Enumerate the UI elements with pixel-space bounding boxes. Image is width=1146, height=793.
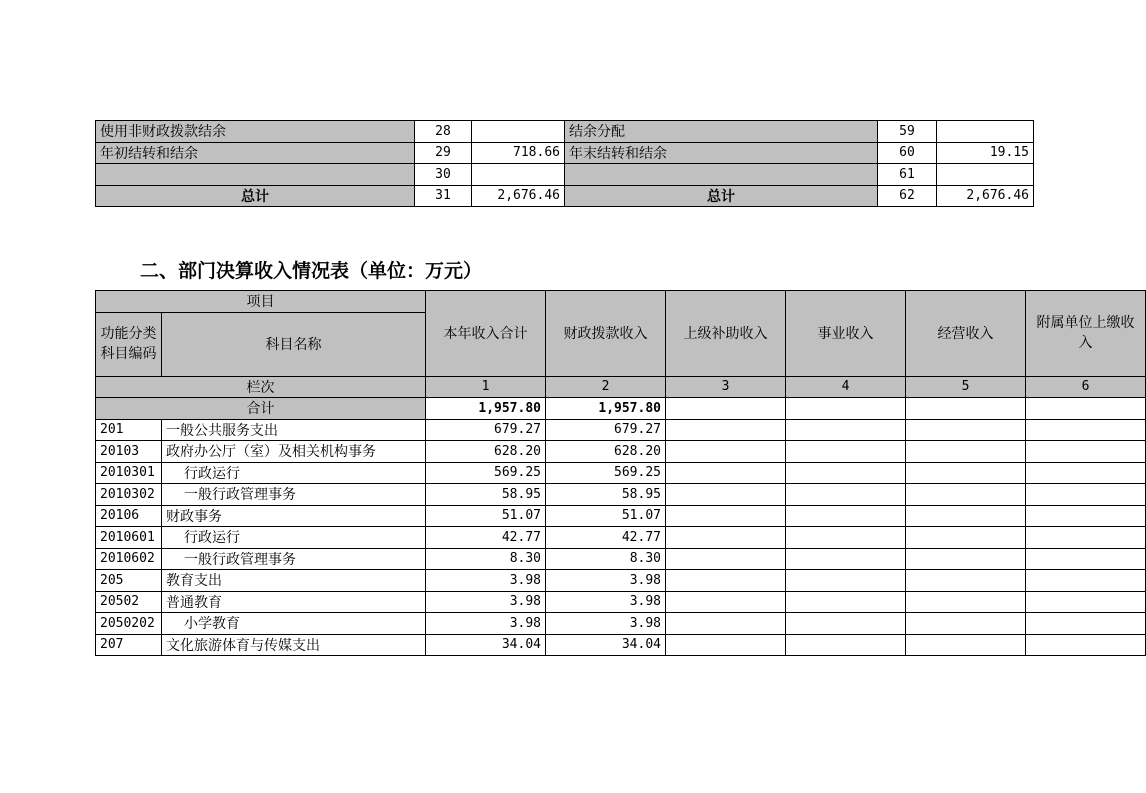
right-label: 年末结转和结余 [565, 142, 878, 164]
empty-cell [666, 548, 786, 570]
empty-cell [786, 462, 906, 484]
income-total: 3.98 [426, 613, 546, 635]
fiscal-income: 569.25 [546, 462, 666, 484]
empty-cell [666, 441, 786, 463]
empty-cell [786, 591, 906, 613]
subject-name: 一般行政管理事务 [162, 484, 426, 506]
subject-name: 财政事务 [162, 505, 426, 527]
total-label: 合计 [96, 398, 426, 420]
subject-name: 行政运行 [162, 527, 426, 549]
table-row [96, 527, 1146, 549]
left-value [472, 121, 565, 143]
right-value: 19.15 [937, 142, 1034, 164]
col-header-6: 附属单位上缴收入 [1026, 291, 1146, 377]
total-value-6 [1026, 398, 1146, 420]
empty-cell [666, 613, 786, 635]
right-value [937, 164, 1034, 186]
right-label [565, 164, 878, 186]
empty-cell [906, 441, 1026, 463]
subject-code: 20103 [96, 441, 162, 463]
empty-cell [666, 484, 786, 506]
col-number-4: 4 [786, 376, 906, 398]
income-total: 51.07 [426, 505, 546, 527]
subject-name: 教育支出 [162, 570, 426, 592]
table-row [96, 613, 1146, 635]
income-total: 42.77 [426, 527, 546, 549]
subject-name: 普通教育 [162, 591, 426, 613]
income-table [95, 290, 1146, 656]
name-col-header: 科目名称 [162, 312, 426, 376]
table-row [96, 591, 1146, 613]
empty-cell [786, 634, 906, 656]
subject-name: 小学教育 [162, 613, 426, 635]
empty-cell [786, 484, 906, 506]
empty-cell [666, 505, 786, 527]
total-value-2: 1,957.80 [546, 398, 666, 420]
col-number-3: 3 [666, 376, 786, 398]
subject-code: 205 [96, 570, 162, 592]
empty-cell [906, 591, 1026, 613]
subject-name: 一般公共服务支出 [162, 419, 426, 441]
left-total-value: 2,676.46 [472, 185, 565, 207]
empty-cell [1026, 505, 1146, 527]
row-no-label: 栏次 [96, 376, 426, 398]
empty-cell [786, 570, 906, 592]
fiscal-income: 679.27 [546, 419, 666, 441]
col-header-5: 经营收入 [906, 291, 1026, 377]
right-total-label: 总计 [565, 185, 878, 207]
table-row [96, 419, 1146, 441]
empty-cell [786, 441, 906, 463]
total-value-3 [666, 398, 786, 420]
col-number-2: 2 [546, 376, 666, 398]
empty-cell [666, 591, 786, 613]
right-total-no: 62 [878, 185, 937, 207]
right-label: 结余分配 [565, 121, 878, 143]
fiscal-income: 51.07 [546, 505, 666, 527]
empty-cell [906, 419, 1026, 441]
table-row [96, 121, 1034, 143]
empty-cell [786, 527, 906, 549]
income-total: 58.95 [426, 484, 546, 506]
col-number-1: 1 [426, 376, 546, 398]
total-row [96, 185, 1034, 207]
table-row [96, 548, 1146, 570]
budget-summary-body [96, 121, 1034, 207]
empty-cell [1026, 570, 1146, 592]
income-total: 628.20 [426, 441, 546, 463]
col-header-4: 事业收入 [786, 291, 906, 377]
subject-name: 政府办公厅（室）及相关机构事务 [162, 441, 426, 463]
income-total: 679.27 [426, 419, 546, 441]
empty-cell [666, 634, 786, 656]
left-value [472, 164, 565, 186]
col-header-2: 财政拨款收入 [546, 291, 666, 377]
fiscal-income: 3.98 [546, 613, 666, 635]
right-row-no: 61 [878, 164, 937, 186]
empty-cell [906, 570, 1026, 592]
subject-code: 201 [96, 419, 162, 441]
left-value: 718.66 [472, 142, 565, 164]
empty-cell [666, 570, 786, 592]
empty-cell [906, 505, 1026, 527]
fiscal-income: 628.20 [546, 441, 666, 463]
left-total-no: 31 [415, 185, 472, 207]
empty-cell [1026, 484, 1146, 506]
table-row [96, 441, 1146, 463]
fiscal-income: 3.98 [546, 591, 666, 613]
section-title: 二、部门决算收入情况表（单位：万元） [140, 260, 483, 282]
project-header: 项目 [96, 291, 426, 313]
fiscal-income: 58.95 [546, 484, 666, 506]
empty-cell [666, 462, 786, 484]
empty-cell [906, 527, 1026, 549]
left-total-label: 总计 [96, 185, 415, 207]
empty-cell [1026, 441, 1146, 463]
empty-cell [906, 462, 1026, 484]
empty-cell [786, 419, 906, 441]
empty-cell [1026, 527, 1146, 549]
left-row-no: 29 [415, 142, 472, 164]
fiscal-income: 42.77 [546, 527, 666, 549]
table-row [96, 484, 1146, 506]
empty-cell [666, 527, 786, 549]
empty-cell [1026, 462, 1146, 484]
left-label: 年初结转和结余 [96, 142, 415, 164]
income-table-body [96, 419, 1146, 656]
empty-cell [906, 484, 1026, 506]
empty-cell [1026, 419, 1146, 441]
income-table-header [96, 291, 1146, 420]
table-row [96, 634, 1146, 656]
table-row [96, 570, 1146, 592]
empty-cell [906, 548, 1026, 570]
empty-cell [1026, 613, 1146, 635]
subject-name: 行政运行 [162, 462, 426, 484]
empty-cell [1026, 591, 1146, 613]
col-header-1: 本年收入合计 [426, 291, 546, 377]
left-row-no: 28 [415, 121, 472, 143]
subject-name: 一般行政管理事务 [162, 548, 426, 570]
subject-code: 20106 [96, 505, 162, 527]
empty-cell [906, 613, 1026, 635]
col-header-3: 上级补助收入 [666, 291, 786, 377]
income-total: 3.98 [426, 570, 546, 592]
subject-code: 2050202 [96, 613, 162, 635]
empty-cell [666, 419, 786, 441]
budget-summary-table [95, 120, 1034, 207]
empty-cell [1026, 634, 1146, 656]
left-label: 使用非财政拨款结余 [96, 121, 415, 143]
subject-code: 2010301 [96, 462, 162, 484]
left-row-no: 30 [415, 164, 472, 186]
empty-cell [786, 613, 906, 635]
subject-name: 文化旅游体育与传媒支出 [162, 634, 426, 656]
right-value [937, 121, 1034, 143]
income-total: 34.04 [426, 634, 546, 656]
table-row [96, 142, 1034, 164]
subject-code: 2010601 [96, 527, 162, 549]
empty-cell [786, 548, 906, 570]
fiscal-income: 34.04 [546, 634, 666, 656]
total-value-4 [786, 398, 906, 420]
subject-code: 20502 [96, 591, 162, 613]
fiscal-income: 3.98 [546, 570, 666, 592]
empty-cell [906, 634, 1026, 656]
table-row [96, 164, 1034, 186]
income-total: 569.25 [426, 462, 546, 484]
subject-code: 2010602 [96, 548, 162, 570]
col-number-6: 6 [1026, 376, 1146, 398]
left-label [96, 164, 415, 186]
subject-code: 2010302 [96, 484, 162, 506]
total-value-5 [906, 398, 1026, 420]
empty-cell [786, 505, 906, 527]
right-row-no: 60 [878, 142, 937, 164]
right-row-no: 59 [878, 121, 937, 143]
empty-cell [1026, 548, 1146, 570]
right-total-value: 2,676.46 [937, 185, 1034, 207]
table-row [96, 505, 1146, 527]
total-value-1: 1,957.80 [426, 398, 546, 420]
fiscal-income: 8.30 [546, 548, 666, 570]
table-row [96, 462, 1146, 484]
col-number-5: 5 [906, 376, 1026, 398]
code-col-header: 功能分类科目编码 [96, 312, 162, 376]
subject-code: 207 [96, 634, 162, 656]
income-total: 3.98 [426, 591, 546, 613]
income-total: 8.30 [426, 548, 546, 570]
